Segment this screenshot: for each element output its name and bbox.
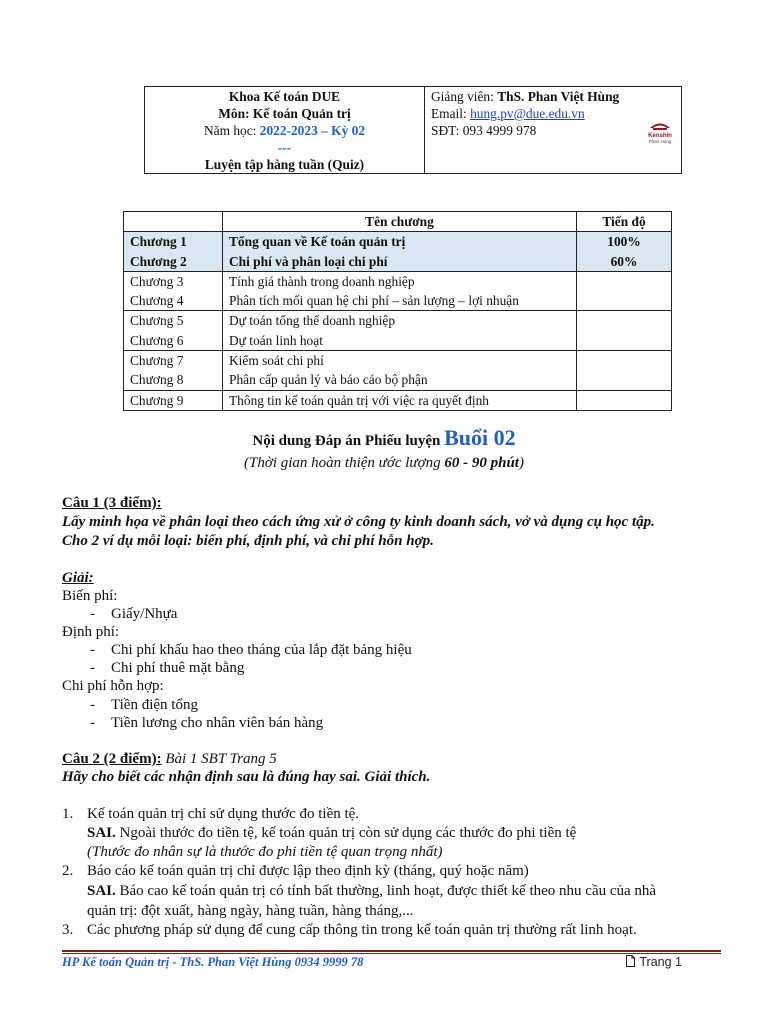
chapter-cell: Chương 6 xyxy=(124,331,223,351)
chapter-name-cell: Phân cấp quản lý và báo cáo bộ phận xyxy=(223,370,577,390)
list-item: Tiền điện tổng xyxy=(111,697,198,713)
table-row xyxy=(124,252,672,272)
progress-cell: 60% xyxy=(577,252,672,272)
statement: Các phương pháp sử dụng để cung cấp thông tin trong kế toán quản trị thường rất linh hoạt. xyxy=(87,922,637,938)
progress-cell xyxy=(577,351,672,371)
section-title: Nội dung Đáp án Phiếu luyện Buổi 02 xyxy=(252,425,516,450)
table-row xyxy=(124,311,672,331)
answer-continued: quản trị: đột xuất, hàng ngày, hàng tuần, hàng tháng,... xyxy=(87,903,414,919)
chapter-cell: Chương 2 xyxy=(124,252,223,272)
q2-reference: Bài 1 SBT Trang 5 xyxy=(161,751,277,767)
table-row xyxy=(124,232,672,252)
table-row xyxy=(124,390,672,410)
statement: Kế toán quản trị chỉ sử dụng thước đo tiền tệ. xyxy=(87,806,360,822)
list-item: Tiền lương cho nhân viên bán hàng xyxy=(111,715,324,731)
list-item: Chi phí thuê mặt bằng xyxy=(111,660,245,676)
subject-name: Môn: Kế toán Quản trị xyxy=(218,106,351,121)
header-right xyxy=(425,87,681,173)
chapter-name-cell: Kiểm soát chi phí xyxy=(223,351,577,371)
header-separator: --- xyxy=(277,140,292,155)
logo-roof-icon xyxy=(649,121,671,133)
item-number: 1. xyxy=(62,806,74,822)
chapter-table xyxy=(123,211,672,411)
lecturer-name: ThS. Phan Việt Hùng xyxy=(497,89,620,104)
statement: Báo cáo kế toán quản trị chỉ được lập theo định kỳ (tháng, quý hoặc năm) xyxy=(87,863,529,879)
q2-heading-line xyxy=(62,750,277,768)
list-item: Chi phí khấu hao theo tháng của lắp đặt bảng hiệu xyxy=(111,642,412,658)
chapter-cell: Chương 3 xyxy=(124,271,223,291)
lecturer: Giảng viên: ThS. Phan Việt Hùng xyxy=(431,89,620,104)
table-header-cell: Tiến độ xyxy=(577,212,672,232)
header-left xyxy=(145,87,425,173)
fixed-cost-label: Định phí: xyxy=(62,624,120,640)
kenshin-logo xyxy=(645,121,675,147)
progress-cell xyxy=(577,370,672,390)
list-bullet: - xyxy=(90,606,95,622)
table-header-cell: Tên chương xyxy=(223,212,577,232)
table-row xyxy=(124,370,672,390)
answer: SAI. Báo cao kế toán quản trị có tính bất thường, linh hoạt, được thiết kế theo nhu cầu của nhà xyxy=(87,883,657,899)
mixed-cost-label: Chi phí hỗn hợp: xyxy=(62,678,164,694)
progress-cell xyxy=(577,271,672,291)
chapter-cell: Chương 7 xyxy=(124,351,223,371)
answer: SAI. Ngoài thước đo tiền tệ, kế toán quản trị còn sử dụng các thước đo phi tiền tệ xyxy=(87,825,577,841)
item-number: 2. xyxy=(62,863,74,879)
header-box xyxy=(144,86,682,174)
solution-label: Giải: xyxy=(62,570,94,586)
chapter-cell: Chương 8 xyxy=(124,370,223,390)
page-icon xyxy=(626,955,635,967)
chapter-cell: Chương 4 xyxy=(124,291,223,311)
list-bullet: - xyxy=(90,715,95,731)
progress-cell: 100% xyxy=(577,232,672,252)
progress-cell xyxy=(577,331,672,351)
chapter-cell: Chương 5 xyxy=(124,311,223,331)
email-link[interactable]: hung.pv@due.edu.vn xyxy=(470,106,585,121)
table-header-cell xyxy=(124,212,223,232)
verdict: SAI. xyxy=(87,825,116,841)
footer-rule xyxy=(62,950,721,952)
logo-subtext: Phan Hùng xyxy=(648,139,672,144)
school-year: Năm học: 2022-2023 – Kỳ 02 xyxy=(203,123,366,138)
chapter-name-cell: Phân tích mối quan hệ chi phí – sản lượng – lợi nhuận xyxy=(223,291,577,311)
q2-instruction: Hãy cho biết các nhận định sau là đúng hay sai. Giải thích. xyxy=(62,769,431,785)
logo-text: Kenshin xyxy=(648,133,672,139)
verdict: SAI. xyxy=(87,883,116,899)
chapter-name-cell: Tổng quan về Kế toán quản trị xyxy=(223,232,577,252)
page-number xyxy=(626,955,682,969)
quiz-label: Luyện tập hàng tuần (Quiz) xyxy=(204,157,365,172)
email-line: Email: hung.pv@due.edu.vn xyxy=(431,106,585,121)
chapter-name-cell: Dự toán linh hoạt xyxy=(223,331,577,351)
session-number: Buổi 02 xyxy=(444,425,516,450)
table-row xyxy=(124,351,672,371)
footer-text: HP Kế toán Quản trị - ThS. Phan Việt Hùng 0934 9999 78 xyxy=(62,955,364,969)
item-number: 3. xyxy=(62,922,74,938)
list-bullet: - xyxy=(90,697,95,713)
q1-line-2: Cho 2 ví dụ mỗi loại: biến phí, định phí, và chi phí hỗn hợp. xyxy=(62,533,434,549)
table-row xyxy=(124,291,672,311)
phone-line: SĐT: 093 4999 978 xyxy=(431,123,537,138)
list-item: Giấy/Nhựa xyxy=(111,606,178,622)
answer-note: (Thước đo nhân sự là thước đo phi tiền tệ quan trọng nhất) xyxy=(87,844,443,860)
footer-rule xyxy=(62,953,721,954)
chapter-name-cell: Thông tin kế toán quản trị với việc ra quyết định xyxy=(223,390,577,410)
faculty-name: Khoa Kế toán DUE xyxy=(228,89,341,104)
list-bullet: - xyxy=(90,642,95,658)
q1-line-1: Lấy minh họa về phân loại theo cách ứng xử ở công ty kinh doanh sách, vở và dụng cụ học tập. xyxy=(62,514,655,530)
page-label: Trang 1 xyxy=(639,955,682,969)
progress-cell xyxy=(577,390,672,410)
section-subtitle: (Thời gian hoàn thiện ước lượng 60 - 90 phút) xyxy=(244,455,524,471)
chapter-cell: Chương 1 xyxy=(124,232,223,252)
chapter-name-cell: Tính giá thành trong doanh nghiệp xyxy=(223,271,577,291)
school-year-value: 2022-2023 – Kỳ 02 xyxy=(259,123,366,138)
table-header-row xyxy=(124,212,672,232)
table-row xyxy=(124,331,672,351)
progress-cell xyxy=(577,311,672,331)
table-row xyxy=(124,271,672,291)
progress-cell xyxy=(577,291,672,311)
chapter-name-cell: Dự toán tổng thể doanh nghiệp xyxy=(223,311,577,331)
q2-heading: Câu 2 (2 điểm): xyxy=(62,751,162,767)
list-bullet: - xyxy=(90,660,95,676)
time-estimate: 60 - 90 phút xyxy=(444,455,519,471)
variable-cost-label: Biến phí: xyxy=(62,588,118,604)
chapter-cell: Chương 9 xyxy=(124,390,223,410)
q1-heading: Câu 1 (3 điểm): xyxy=(62,495,162,511)
chapter-name-cell: Chi phí và phân loại chi phí xyxy=(223,252,577,272)
